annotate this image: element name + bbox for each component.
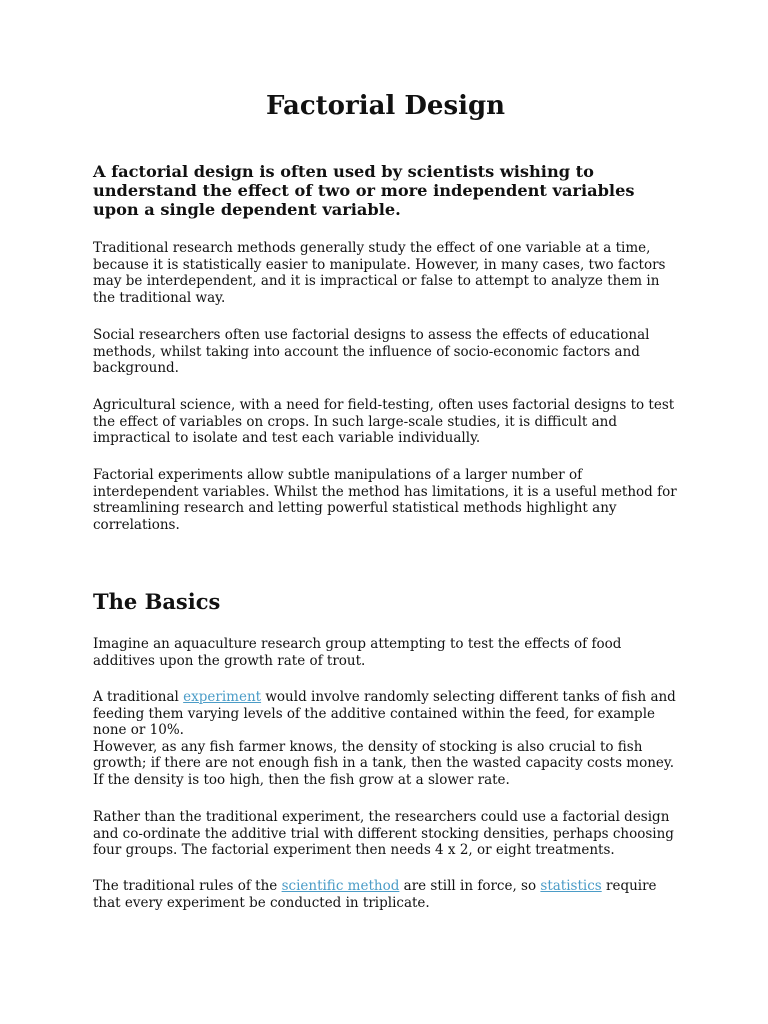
basics-p2-continuation: However, as any fish farmer knows, the density of stocking is also crucial to fish growth; if there are not enough fish in a tank, then the wasted capacity costs money. If the density is too high, then the fish grow at a slower rate. [93,738,675,788]
basics-paragraph-3: Rather than the traditional experiment, the researchers could use a factorial design and co-ordinate the additive trial with different stocking densities, perhaps choosing four groups. The factorial experiment then needs 4 x 2, or eight treatments. [93,809,674,859]
basics-paragraph-2 [93,689,685,789]
intro-paragraph-4: Factorial experiments allow subtle manipulations of a larger number of interdependent variables. Whilst the method has limitations, it is a useful method for streamlining research and letting powerful statistical methods highlight any correlations. [93,467,677,533]
basics-p4-text-3: require that every experiment be conducted in triplicate. [93,878,657,911]
basics-p2-text-after: would involve randomly selecting different tanks of fish and feeding them varying levels of the additive contained within the feed, for example none or 10%. [93,689,676,739]
lead-paragraph: A factorial design is often used by scientists wishing to understand the effect of two or more independent variables upon a single dependent variable. [93,162,635,219]
basics-p2-text-before: A traditional [93,689,184,705]
basics-p4-text-1: The traditional rules of the [93,878,282,894]
scientific-method-link[interactable]: scientific method [281,878,400,894]
intro-paragraph-3: Agricultural science, with a need for field-testing, often uses factorial designs to test the effect of variables on crops. In such large-scale studies, it is difficult and impractical to isolate and test each variable individually. [93,397,675,447]
basics-paragraph-4 [93,878,685,911]
section-heading-basics: The Basics [93,589,221,614]
intro-paragraph-1: Traditional research methods generally study the effect of one variable at a time, because it is statistically easier to manipulate. However, in many cases, two factors may be interdependent, and it is impractical or false to attempt to analyze them in the traditional way. [93,240,666,306]
page-title: Factorial Design [265,91,506,121]
intro-paragraph-2: Social researchers often use factorial designs to assess the effects of educational methods, whilst taking into account the influence of socio-economic factors and background. [93,327,650,377]
experiment-link[interactable]: experiment [183,689,262,705]
statistics-link[interactable]: statistics [540,878,602,894]
basics-p4-text-2: are still in force, so [399,878,541,894]
basics-paragraph-1: Imagine an aquaculture research group attempting to test the effects of food additives upon the growth rate of trout. [93,636,622,669]
